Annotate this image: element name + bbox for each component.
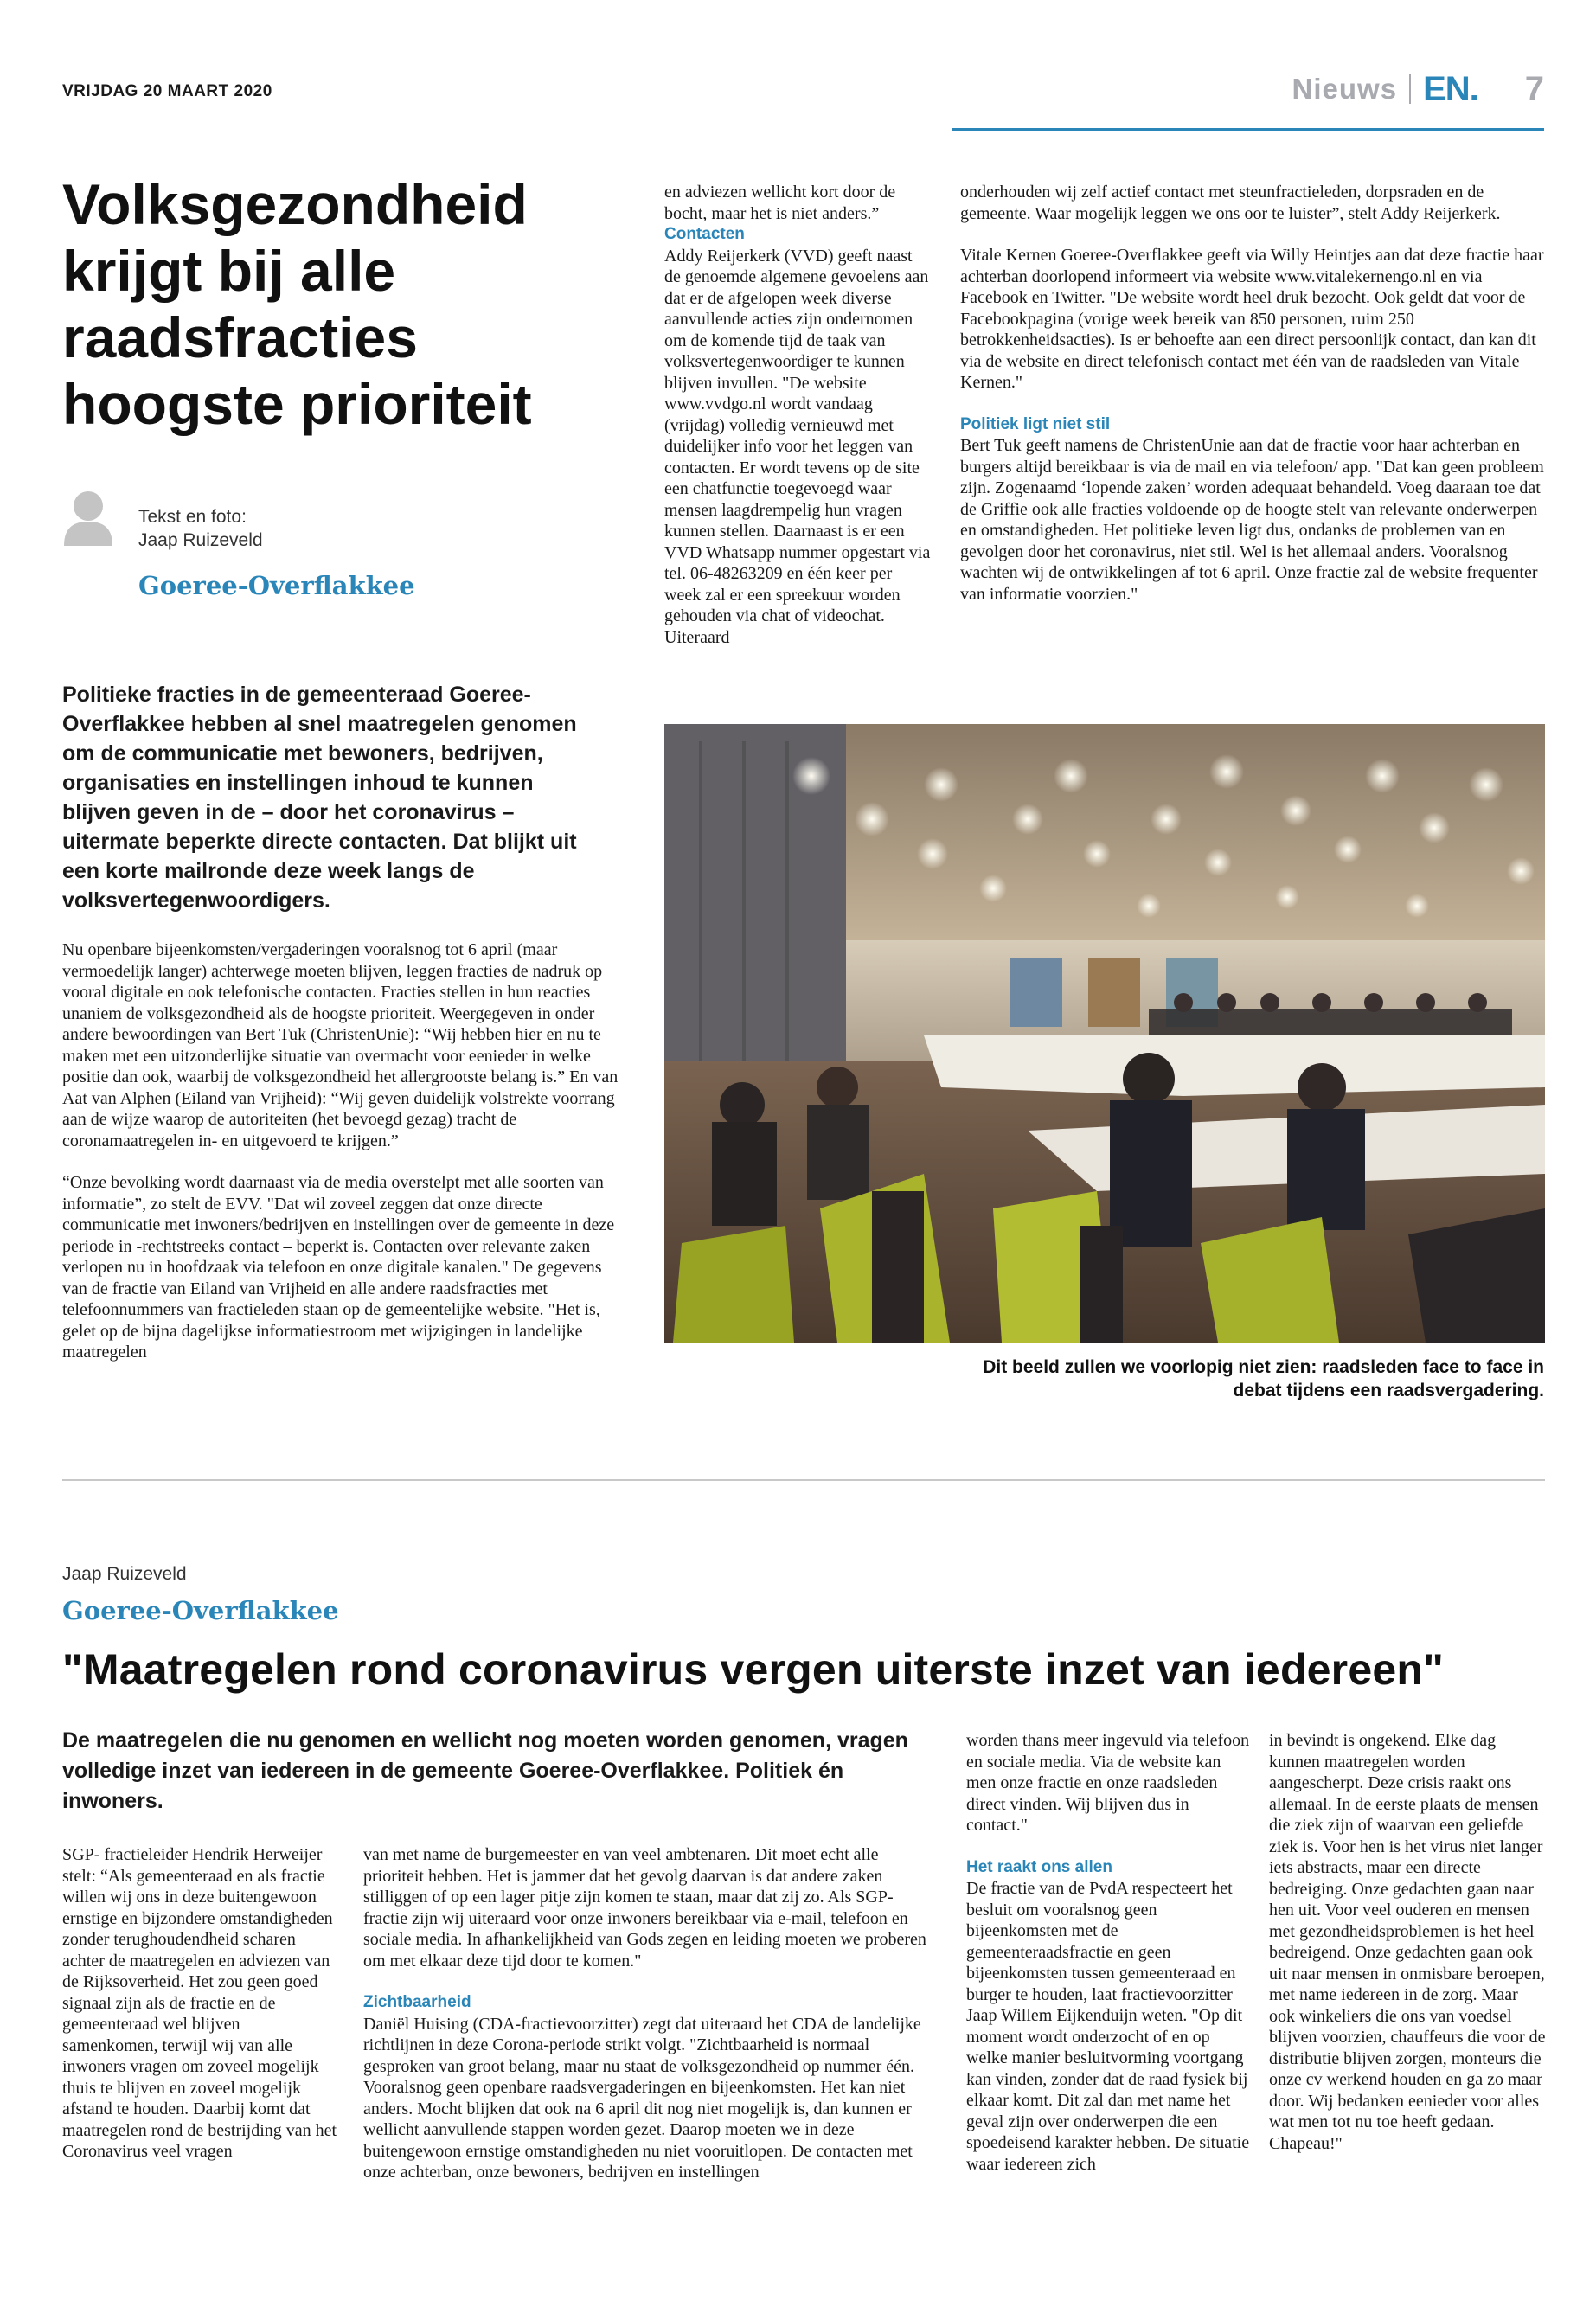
- author-avatar-icon: [62, 489, 114, 546]
- paragraph: De fractie van de PvdA respecteert het besluit om vooralsnog geen bijeenkomsten met de gemeenteraadsfractie en geen bijeenkomsten tussen gemeenteraad en burger te houden, laat fractievoorzitter Jaap Willem Eijkenduijn weten. "Op dit moment wordt onderzocht of en op welke manier besluitvorming voortgang kan vinden, zonder dat de raad fysiek bij elkaar komt. Dit zal dan met name het geval zijn over onderwerpen die een spoedeisend karakter hebben. De situatie waar iedereen zich: [966, 1879, 1250, 2174]
- byline: [138, 505, 263, 552]
- byline-name: Jaap Ruizeveld: [138, 530, 263, 550]
- paragraph: Addy Reijerkerk (VVD) geeft naast de genoemde algemene gevoelens aan dat er de afgelopen week diverse aanvullende acties zijn ondernomen om de komende tijd de taak van volksvertegenwoordiger te kunnen blijven invullen. "De website www.vvdgo.nl wordt vandaag (vrijdag) volledig vernieuwd met duidelijker info voor het leggen van contacten. Er wordt tevens op de site een chatfunctie toegevoegd waar mensen laagdrempelig hun vragen kunnen stellen. Daarnaast is er een VVD Whatsapp nummer opgestart via tel. 06-48263209 en één keer per week zal er een spreekuur worden gehouden via chat of videochat. Uiteraard: [664, 246, 931, 647]
- subhead-contacten: Contacten: [664, 225, 745, 243]
- paragraph: Vitale Kernen Goeree-Overflakkee geeft via Willy Heintjes aan dat deze fractie haar achterban doorlopend informeert via website www.vitalekernengo.nl en via Facebook en Twitter. "De website wordt heel druk bezocht. Ook geldt dat voor de Facebookpagina (vorige week bereik van 850 personen, ruim 250 betrokkenheidsacties). Is er behoefte aan een direct persoonlijk contact, dan kan dit via de website en direct telefonisch contact met één van de raadsleden van Vitale Kernen.": [960, 246, 1544, 392]
- article2-region: Goeree-Overflakkee: [62, 1596, 339, 1625]
- newspaper-logo: EN.: [1423, 69, 1478, 108]
- article1-lead: Politieke fracties in de gemeenteraad Goeree-Overflakkee hebben al snel maatregelen genomen om de communicatie met bewoners, bedrijven, organisaties en instellingen inhoud te kunnen blijven geven in de – door het coronavirus – uitermate beperkte directe contacten. Dat blijkt uit een korte mailronde deze week langs de volksvertegenwoordigers.: [62, 683, 577, 913]
- article1-region: Goeree-Overflakkee: [138, 571, 415, 600]
- paragraph: in bevindt is ongekend. Elke dag kunnen maatregelen worden aangescherpt. Deze crisis raakt ons allemaal. In de eerste plaats de mensen die ziek zijn of waarvan een geliefde ziek is. Voor hen is het virus niet langer iets abstracts, maar een directe bedreiging. Onze gedachten gaan naar hen uit. Voor veel ouderen en mensen met gezondheidsproblemen is het heel bedreigend. Onze gedachten gaan ook uit naar mensen in onmisbare beroepen, met name iedereen in de zorg. Maar ook winkeliers die ons van voedsel blijven voorzien, chauffeurs die voor de distributie blijven zorgen, monteurs die onze cv werkend houden en ga zo maar door. Wij bedanken eenieder voor alles wat men tot nu toe heeft gedaan. Chapeau!": [1269, 1731, 1546, 2153]
- header-rule: [952, 128, 1544, 131]
- masthead: [1292, 67, 1544, 111]
- paragraph: Bert Tuk geeft namens de ChristenUnie aan dat de fractie voor haar achterban en burgers altijd bereikbaar is via de mail en via telefoon/ app. "Dat kan geen probleem zijn. Zogenaamd ‘lopende zaken’ worden adequaat behandeld. Voeg daaraan toe dat de Griffie ook alle fracties voldoende op de hoogte stelt van relevante onderwerpen en omstandigheden. Het politieke leven ligt dus, ondanks de problemen van en gevolgen door het coronavirus, niet stil. Wel is het allemaal anders. Vooralsnog wachten wij de ontwikkelingen af tot 6 april. Onze fractie zal de website frequenter van informatie voorzien.": [960, 436, 1544, 604]
- photo-caption: Dit beeld zullen we voorlopig niet zien: raadsleden face to face in debat tijdens een raadsvergadering.: [983, 1357, 1544, 1400]
- subhead-het-raakt-ons-allen: Het raakt ons allen: [966, 1857, 1112, 1876]
- byline-label: Tekst en foto:: [138, 507, 247, 527]
- section-label: Nieuws: [1292, 73, 1398, 105]
- paragraph: Nu openbare bijeenkomsten/vergaderingen vooralsnog tot 6 april (maar vermoedelijk langer) achterwege moeten blijven, leggen fracties de nadruk op vooral digitale en ook telefonische contacten. Fracties stellen in hun reacties unaniem de volksgezondheid als de hoogste prioriteit. Weergegeven in onder andere bewoordingen van Bert Tuk (ChristenUnie): “Wij hebben hier en nu te maken met een uitzonderlijke situatie van overmacht voor eenieder in welke positie dan ook, waarbij de volksgezondheid het allergrootste belang is.” En van Aat van Alphen (Eiland van Vrijheid): “Wij geven duidelijk volstrekte voorrang aan de wijze waarop de autoriteiten (het bevoegd gezag) tracht de coronamaatregelen in- en uitgevoerd te krijgen.”: [62, 940, 619, 1150]
- article1-column-2: [664, 182, 933, 648]
- page-number: 7: [1524, 69, 1544, 108]
- subhead-zichtbaarheid: Zichtbaarheid: [363, 1993, 471, 2011]
- masthead-separator: [1409, 74, 1411, 104]
- article1-column-3: [960, 182, 1545, 605]
- article1-column-1: [62, 939, 625, 1363]
- issue-date: VRIJDAG 20 MAART 2020: [62, 82, 272, 100]
- council-chamber-photo: [664, 724, 1545, 1343]
- article2-column-1: [62, 1844, 339, 2163]
- article2-column-4: [1269, 1730, 1546, 2154]
- paragraph: Daniël Huising (CDA-fractievoorzitter) zegt dat uiteraard het CDA de landelijke richtlijnen in deze Corona-periode strikt volgt. "Zichtbaarheid is normaal gesproken van groot belang, maar nu staat de volksgezondheid op nummer één. Vooralsnog geen openbare raadsvergaderingen en bijeenkomsten. Het kan niet anders. Mocht blijken dat ook na 6 april dit nog niet mogelijk is, dan kunnen er wellicht aanvullende stappen worden gezet. Daarop moeten we in deze buitengewoon ernstige omstandigheden nu niet vooruitlopen. De contacten met onze achterban, onze bewoners, bedrijven en instellingen: [363, 2014, 921, 2182]
- paragraph: van met name de burgemeester en van veel ambtenaren. Dit moet echt alle prioriteit hebben. Het is jammer dat het gevolg daarvan is dat andere zaken stilliggen of op een lager pitje zijn komen te staan, maar dat zij zo. Als SGP-fractie zijn wij uiteraard voor onze inwoners bereikbaar via e-mail, telefoon en sociale media. In afhankelijkheid van Gods zegen en leiding moeten we proberen om met elkaar deze tijd door te komen.": [363, 1845, 926, 1971]
- paragraph: “Onze bevolking wordt daarnaast via de media overstelpt met alle soorten van informatie”, zo stelt de EVV. "Dat wil zoveel zeggen dat onze directe communicatie met inwoners/bedrijven en instellingen over de gemeente in deze periode in -rechtstreeks contact – beperkt is. Contacten over relevante zaken verlopen nu in hoofdzaak via telefoon en onze digitale kanalen." De gegevens van de fractie van Eiland van Vrijheid en alle andere raadsfracties met telefoonnummers van fractieleden staan op de gemeentelijke website. "Het is, gelet op de bijna dagelijkse informatiestroom met wijzigingen in landelijke maatregelen: [62, 1173, 615, 1362]
- subhead-politiek: Politiek ligt niet stil: [960, 414, 1111, 433]
- paragraph: en adviezen wellicht kort door de bocht, maar het is niet anders.”: [664, 183, 896, 223]
- paragraph: worden thans meer ingevuld via telefoon en sociale media. Via de website kan men onze fractie en onze raadsleden direct vinden. Wij blijven dus in contact.": [966, 1731, 1250, 1835]
- article2-lead: De maatregelen die nu genomen en wellicht nog moeten worden genomen, vragen volledige inzet van iedereen in de gemeente Goeree-Overflakkee. Politiek én inwoners.: [62, 1728, 908, 1813]
- article2-headline: "Maatregelen rond coronavirus vergen uiterste inzet van iedereen": [62, 1645, 1445, 1694]
- article1-headline: Volksgezondheid krijgt bij alle raadsfracties hoogste prioriteit: [62, 172, 532, 436]
- paragraph: SGP- fractieleider Hendrik Herweijer stelt: “Als gemeenteraad en als fractie willen wij ons in deze buitengewoon ernstige en bijzondere omstandigheden zonder terughoudendheid scharen achter de maatregelen en adviezen van de Rijksoverheid. Het zou geen goed signaal zijn als de fractie en de gemeenteraad wel blijven samenkomen, terwijl wij van alle inwoners vragen om zoveel mogelijk thuis te blijven en zoveel mogelijk afstand te houden. Daarbij komt dat maatregelen rond de bestrijding van het Coronavirus veel vragen: [62, 1845, 337, 2161]
- article2-column-2: [363, 1844, 934, 2183]
- article-divider: [62, 1479, 1545, 1481]
- article2-column-3: [966, 1730, 1252, 2175]
- paragraph: onderhouden wij zelf actief contact met steunfractieleden, dorpsraden en de gemeente. Waar mogelijk leggen we ons oor te luister”, stelt Addy Reijerkerk.: [960, 183, 1501, 223]
- article2-author: Jaap Ruizeveld: [62, 1564, 187, 1584]
